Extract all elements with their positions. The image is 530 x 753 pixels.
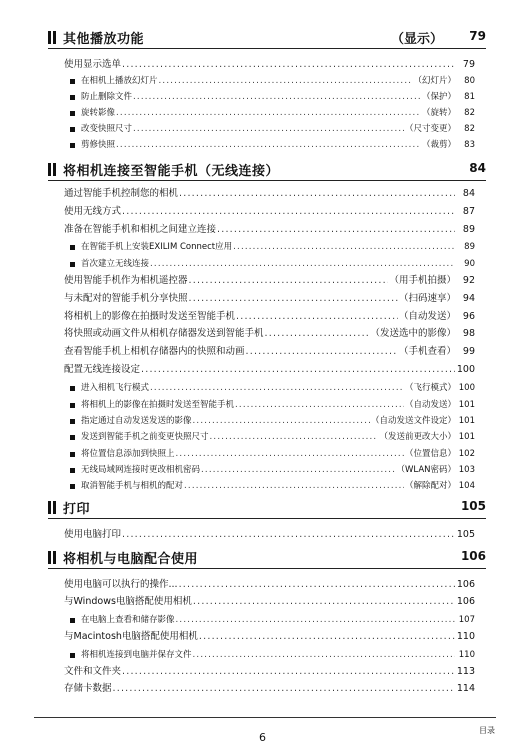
- toc-subentry[interactable]: [70, 430, 475, 444]
- dot-leader: [150, 257, 455, 271]
- entry-page-number: 96: [462, 311, 475, 322]
- entry-page-number: 80: [464, 76, 475, 86]
- entry-label: 无线局域网连接时更改相机密码: [81, 465, 201, 475]
- section-title: 其他播放功能: [63, 32, 145, 47]
- toc-entry[interactable]: [64, 292, 475, 306]
- entry-page-number: 110: [456, 631, 475, 642]
- entry-label: 将相机上的影像在拍摄时发送至智能手机: [64, 311, 236, 322]
- dot-leader: [122, 665, 455, 679]
- toc-entry[interactable]: [64, 665, 475, 679]
- entry-label: 在智能手机上安装EXILIM Connect应用: [81, 242, 233, 252]
- entry-reference: （旋转）: [421, 108, 456, 118]
- dot-leader: [265, 327, 370, 341]
- entry-page-number: 84: [462, 188, 475, 199]
- toc-subentry[interactable]: [70, 90, 475, 104]
- dot-leader: [122, 528, 455, 542]
- bullet-square-icon: [70, 245, 75, 250]
- bullet-square-icon: [70, 618, 75, 623]
- entry-reference: （手机查看）: [398, 346, 456, 357]
- entry-reference: （自动发送文件设定）: [370, 416, 456, 426]
- dot-leader: [236, 310, 398, 324]
- section-note: （显示）: [391, 32, 444, 47]
- toc-entry[interactable]: [64, 310, 475, 324]
- dot-leader: [159, 74, 413, 88]
- entry-label: 配置无线连接设定: [64, 364, 141, 375]
- entry-page-number: 100: [458, 383, 475, 393]
- entry-reference: （扫码速享）: [398, 293, 456, 304]
- bullet-square-icon: [70, 127, 75, 132]
- entry-label: 与未配对的智能手机分享快照: [64, 293, 188, 304]
- section-divider: [48, 180, 486, 181]
- dot-leader: [176, 447, 404, 461]
- section-page-link[interactable]: 79: [469, 29, 486, 43]
- bullet-square-icon: [70, 419, 75, 424]
- entry-reference: （发送前更改大小）: [379, 432, 456, 442]
- bullet-square-icon: [70, 435, 75, 440]
- entry-reference: （裁剪）: [421, 140, 456, 150]
- entry-page-number: 105: [456, 529, 475, 540]
- toc-link[interactable]: 目录: [479, 726, 495, 735]
- toc-subentry[interactable]: [70, 106, 475, 120]
- dot-leader: [246, 345, 398, 359]
- entry-label: 改变快照尺寸: [81, 124, 133, 134]
- bullet-square-icon: [70, 468, 75, 473]
- bullet-square-icon: [70, 484, 75, 489]
- toc-entry[interactable]: [64, 205, 475, 219]
- bullet-square-icon: [70, 452, 75, 457]
- entry-page-number: 106: [456, 579, 475, 590]
- entry-page-number: 101: [458, 416, 475, 426]
- entry-label: 进入相机飞行模式: [81, 383, 150, 393]
- page-number: 6: [259, 731, 266, 744]
- entry-label: 将位置信息添加到快照上: [81, 449, 175, 459]
- footer-divider: [34, 717, 496, 718]
- dot-leader: [179, 187, 455, 201]
- entry-page-number: 99: [462, 346, 475, 357]
- dot-leader: [176, 613, 455, 627]
- section-title: 将相机与电脑配合使用: [63, 552, 199, 567]
- toc-subentry[interactable]: [70, 257, 475, 271]
- dot-leader: [184, 479, 404, 493]
- entry-page-number: 100: [456, 364, 475, 375]
- entry-label: 使用智能手机作为相机遥控器: [64, 275, 188, 286]
- entry-page-number: 82: [464, 124, 475, 134]
- bullet-square-icon: [70, 262, 75, 267]
- entry-label: 查看智能手机上相机存储器内的快照和动画: [64, 346, 245, 357]
- toc-entry[interactable]: [64, 274, 475, 288]
- entry-label: 存储卡数据: [64, 683, 112, 694]
- entry-page-number: 101: [458, 432, 475, 442]
- bullet-square-icon: [70, 386, 75, 391]
- section-title: 将相机连接至智能手机（无线连接）: [63, 164, 280, 179]
- entry-reference: （保护）: [421, 92, 456, 102]
- entry-label: 使用无线方式: [64, 206, 122, 217]
- toc-subentry[interactable]: [70, 479, 475, 493]
- entry-page-number: 81: [464, 92, 475, 102]
- entry-page-number: 98: [462, 328, 475, 339]
- toc-entry[interactable]: [64, 682, 475, 696]
- toc-entry[interactable]: [64, 187, 475, 201]
- entry-reference: （自动发送）: [398, 311, 456, 322]
- entry-label: 通过智能手机控制您的相机: [64, 188, 179, 199]
- entry-reference: （用手机拍摄）: [389, 275, 456, 286]
- entry-page-number: 94: [462, 293, 475, 304]
- entry-page-number: 90: [464, 259, 475, 269]
- toc-subentry[interactable]: [70, 648, 475, 662]
- bullet-square-icon: [70, 143, 75, 148]
- dot-leader: [179, 578, 455, 592]
- toc-subentry[interactable]: [70, 240, 475, 254]
- entry-label: 发送到智能手机之前变更快照尺寸: [81, 432, 209, 442]
- entry-label: 剪修快照: [81, 140, 116, 150]
- toc-subentry[interactable]: [70, 381, 475, 395]
- entry-label: 防止删除文件: [81, 92, 133, 102]
- entry-label: 在相机上播放幻灯片: [81, 76, 158, 86]
- entry-page-number: 102: [458, 449, 475, 459]
- entry-label: 在电脑上查看和储存影像: [81, 615, 175, 625]
- dot-leader: [199, 630, 455, 644]
- entry-page-number: 79: [462, 59, 475, 70]
- section-title: 打印: [63, 502, 91, 517]
- entry-label: 准备在智能手机和相机之间建立连接: [64, 224, 217, 235]
- toc-subentry[interactable]: [70, 463, 475, 477]
- entry-reference: （发送选中的影像）: [370, 328, 456, 339]
- toc-entry[interactable]: [64, 327, 475, 341]
- toc-entry[interactable]: [64, 595, 475, 609]
- entry-page-number: 83: [464, 140, 475, 150]
- entry-page-number: 113: [456, 666, 475, 677]
- dot-leader: [235, 398, 404, 412]
- entry-reference: （幻灯片）: [413, 76, 456, 86]
- dot-leader: [189, 292, 398, 306]
- toc-entry[interactable]: [64, 578, 475, 592]
- section-page-link[interactable]: 106: [460, 549, 486, 563]
- bullet-square-icon: [70, 653, 75, 658]
- entry-label: 使用电脑打印: [64, 529, 122, 540]
- section-page-link[interactable]: 84: [469, 161, 486, 175]
- section-divider: [48, 518, 486, 519]
- entry-page-number: 101: [458, 400, 475, 410]
- dot-leader: [116, 106, 421, 120]
- section-header: [48, 28, 486, 48]
- entry-page-number: 106: [456, 596, 475, 607]
- toc-entry[interactable]: [64, 528, 475, 542]
- entry-reference: （自动发送）: [404, 400, 456, 410]
- entry-label: 指定通过自动发送发送的影像: [81, 416, 192, 426]
- entry-reference: （位置信息）: [404, 449, 456, 459]
- bullet-square-icon: [70, 95, 75, 100]
- entry-label: 将相机连接到电脑并保存文件: [81, 650, 192, 660]
- toc-subentry[interactable]: [70, 74, 475, 88]
- entry-label: 使用电脑可以执行的操作...: [64, 579, 178, 590]
- section-marker-icon: [48, 551, 57, 564]
- section-marker-icon: [48, 31, 57, 44]
- bullet-square-icon: [70, 403, 75, 408]
- entry-page-number: 107: [458, 615, 475, 625]
- entry-page-number: 103: [458, 465, 475, 475]
- entry-label: 将相机上的影像在拍摄时发送至智能手机: [81, 400, 235, 410]
- toc-subentry[interactable]: [70, 398, 475, 412]
- section-header: [48, 498, 486, 518]
- entry-reference: （WLAN密码）: [396, 465, 456, 475]
- dot-leader: [133, 122, 404, 136]
- toc-subentry[interactable]: [70, 447, 475, 461]
- entry-page-number: 89: [464, 242, 475, 252]
- dot-leader: [193, 595, 455, 609]
- dot-leader: [189, 274, 389, 288]
- dot-leader: [217, 223, 455, 237]
- dot-leader: [113, 682, 455, 696]
- dot-leader: [233, 240, 455, 254]
- toc-entry[interactable]: [64, 345, 475, 359]
- entry-page-number: 110: [458, 650, 475, 660]
- entry-reference: （尺寸变更）: [404, 124, 456, 134]
- entry-label: 与Macintosh电脑搭配使用相机: [64, 631, 198, 642]
- toc-entry[interactable]: [64, 58, 475, 72]
- toc-subentry[interactable]: [70, 414, 475, 428]
- dot-leader: [141, 363, 455, 377]
- entry-label: 文件和文件夹: [64, 666, 122, 677]
- entry-label: 取消智能手机与相机的配对: [81, 481, 184, 491]
- section-marker-icon: [48, 163, 57, 176]
- entry-label: 使用显示选单: [64, 59, 122, 70]
- entry-label: 首次建立无线连接: [81, 259, 150, 269]
- toc-entry[interactable]: [64, 630, 475, 644]
- dot-leader: [193, 648, 455, 662]
- bullet-square-icon: [70, 79, 75, 84]
- section-divider: [48, 48, 486, 49]
- entry-reference: （飞行模式）: [404, 383, 456, 393]
- dot-leader: [133, 90, 421, 104]
- entry-page-number: 104: [458, 481, 475, 491]
- entry-page-number: 92: [462, 275, 475, 286]
- entry-label: 与Windows电脑搭配使用相机: [64, 596, 192, 607]
- dot-leader: [201, 463, 395, 477]
- toc-entry[interactable]: [64, 363, 475, 377]
- entry-label: 将快照或动画文件从相机存储器发送到智能手机: [64, 328, 264, 339]
- entry-page-number: 114: [456, 683, 475, 694]
- entry-page-number: 82: [464, 108, 475, 118]
- toc-entry[interactable]: [64, 223, 475, 237]
- toc-subentry[interactable]: [70, 122, 475, 136]
- section-header: [48, 548, 486, 568]
- section-marker-icon: [48, 501, 57, 514]
- section-header: [48, 160, 486, 180]
- entry-page-number: 87: [462, 206, 475, 217]
- entry-label: 旋转影像: [81, 108, 116, 118]
- dot-leader: [122, 58, 455, 72]
- dot-leader: [122, 205, 455, 219]
- bullet-square-icon: [70, 111, 75, 116]
- toc-subentry[interactable]: [70, 138, 475, 152]
- toc-subentry[interactable]: [70, 613, 475, 627]
- section-divider: [48, 568, 486, 569]
- dot-leader: [193, 414, 370, 428]
- section-page-link[interactable]: 105: [460, 499, 486, 513]
- dot-leader: [150, 381, 404, 395]
- entry-reference: （解除配对）: [404, 481, 456, 491]
- dot-leader: [116, 138, 421, 152]
- entry-page-number: 89: [462, 224, 475, 235]
- dot-leader: [210, 430, 379, 444]
